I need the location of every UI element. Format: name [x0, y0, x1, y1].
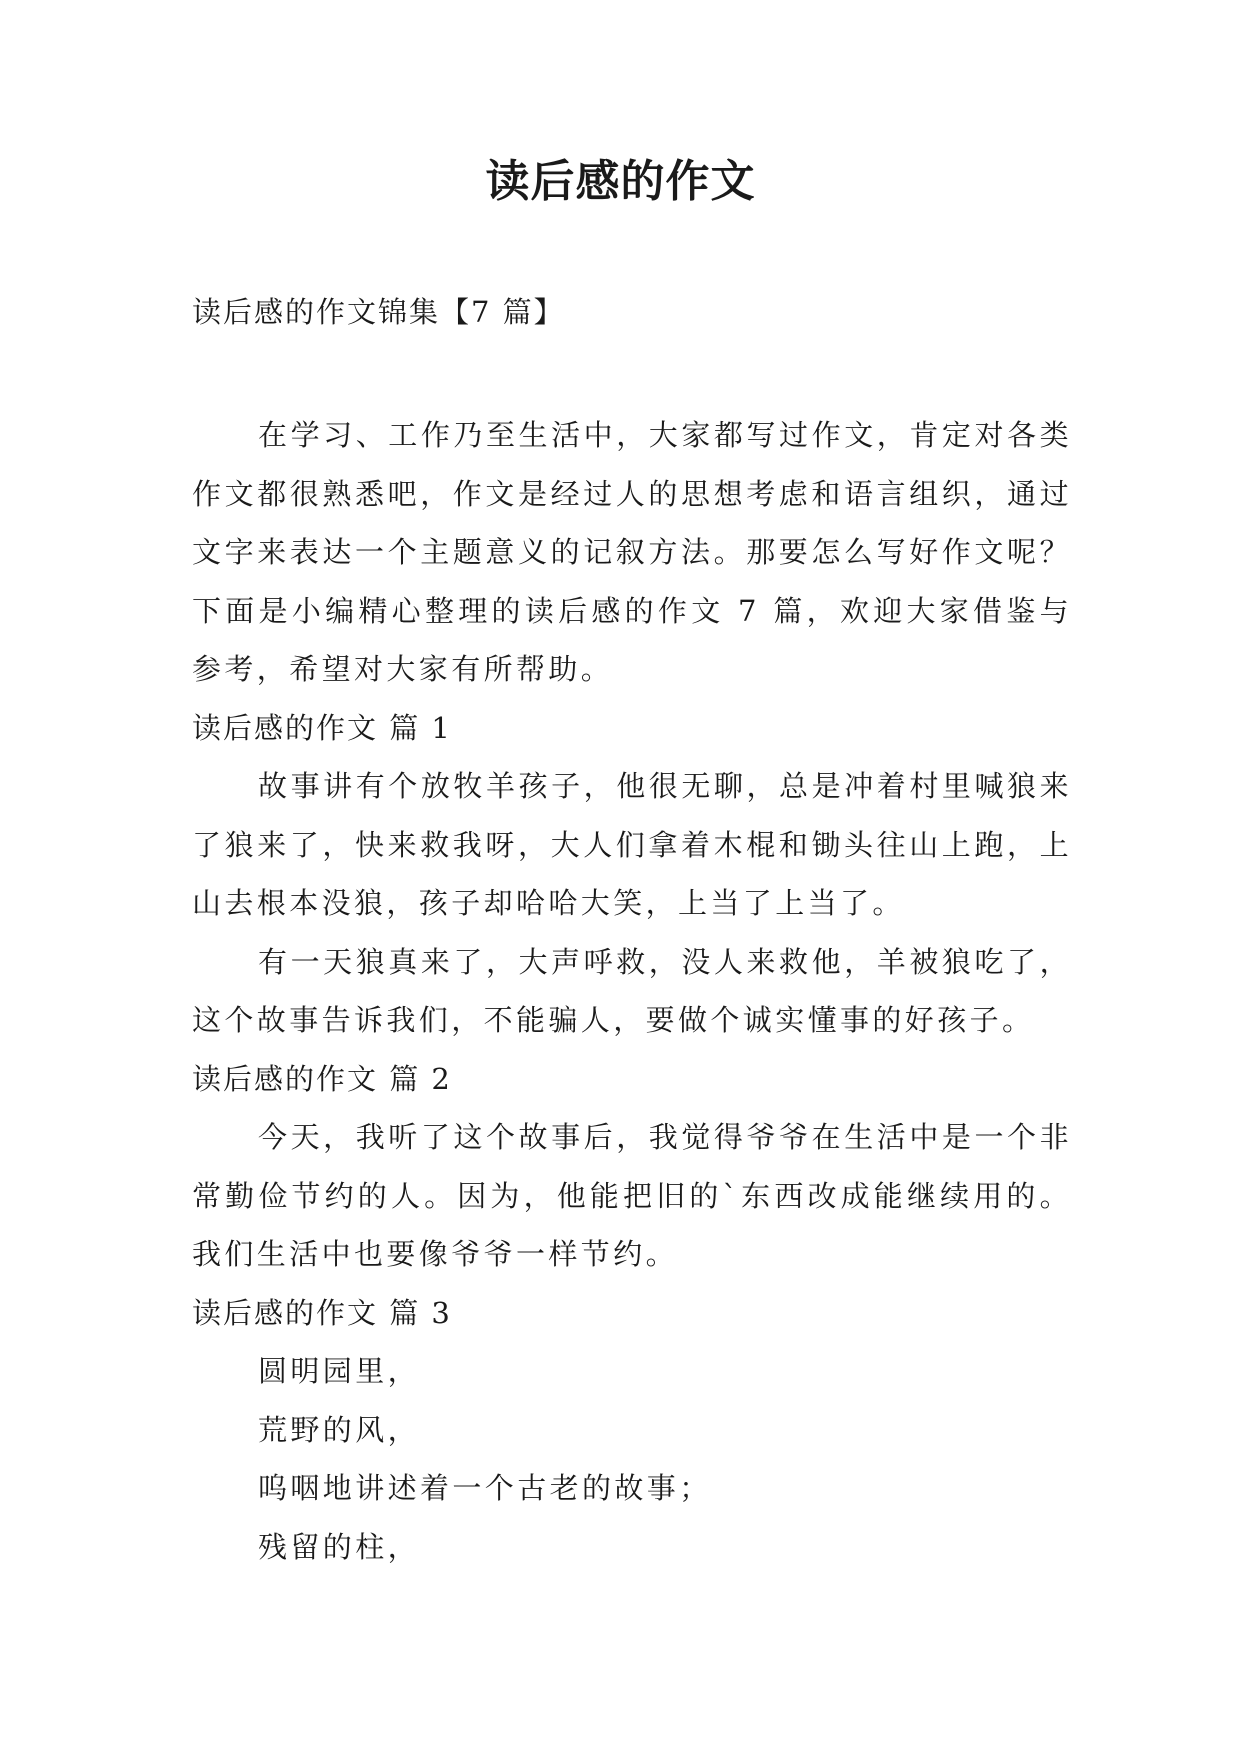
poem-line-1: 圆明园里，: [258, 1354, 421, 1388]
poem-line-4: 残留的柱，: [258, 1529, 421, 1564]
poem-line-3: 呜咽地讲述着一个古老的故事；: [258, 1471, 712, 1505]
poem-line-2: 荒野的风，: [258, 1412, 421, 1447]
section-heading-2: 读后感的作文 篇 2: [192, 1061, 452, 1096]
section-1-paragraph-1: 故事讲有个放牧羊孩子，他很无聊，总是冲着村里喊狼来了狼来了，快来救我呀，大人们拿着木棍和锄头往山上跑，上山去根本没狼，孩子却哈哈大笑，上当了上当了。: [192, 769, 1072, 920]
section-heading-3: 读后感的作文 篇 3: [192, 1295, 452, 1330]
section-1-paragraph-2: 有一天狼真来了，大声呼救，没人来救他，羊被狼吃了，这个故事告诉我们，不能骗人，要做个诚实懂事的好孩子。: [192, 944, 1072, 1037]
intro-paragraph: 在学习、工作乃至生活中，大家都写过作文，肯定对各类作文都很熟悉吧，作文是经过人的思想考虑和语言组织，通过文字来表达一个主题意义的记叙方法。那要怎么写好作文呢？下面是小编精心整理的读后感的作文 7 篇，欢迎大家借鉴与参考，希望对大家有所帮助。: [192, 418, 1072, 686]
document-subtitle: 读后感的作文锦集【7 篇】: [192, 295, 565, 329]
document-body: [192, 406, 1072, 1576]
document-title: 读后感的作文: [485, 156, 756, 207]
section-2-paragraph-1: 今天，我听了这个故事后，我觉得爷爷在生活中是一个非常勤俭节约的人。因为，他能把旧的`东西改成能继续用的。我们生活中也要像爷爷一样节约。: [192, 1120, 1072, 1271]
section-heading-1: 读后感的作文 篇 1: [192, 710, 452, 745]
